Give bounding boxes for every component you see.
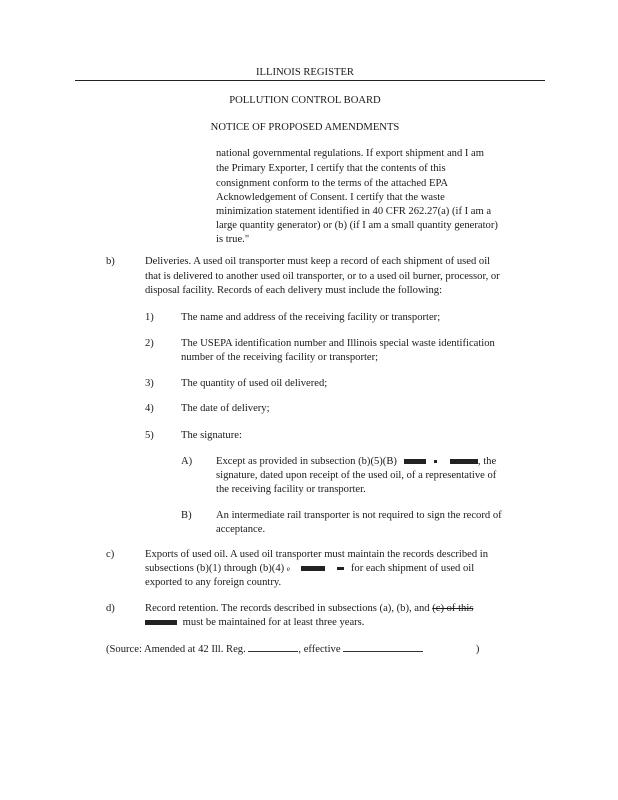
section-d-line2: [145, 617, 364, 628]
item-4-num: 4): [145, 403, 154, 414]
struck-text: (c) of this: [432, 603, 474, 614]
section-b-line: Deliveries. A used oil transporter must keep a record of each shipment of used oil: [145, 256, 491, 267]
source-close: ): [475, 644, 480, 655]
subitem-a-line1: [216, 456, 496, 467]
continuation-line: national governmental regulations. If export shipment and I am: [216, 148, 485, 159]
redaction-mark: [301, 566, 325, 571]
section-b-label: b): [106, 256, 115, 267]
header-rule: [105, 80, 545, 81]
section-c-fragment: e: [286, 565, 290, 573]
item-3-text: The quantity of used oil delivered;: [181, 378, 328, 389]
continuation-line: minimization statement identified in 40 CFR 262.27(a) (if I am a: [216, 206, 492, 217]
section-c-line2: [145, 563, 474, 574]
subitem-a-text-end: , the: [477, 456, 497, 467]
header-rule-left: [75, 80, 105, 81]
continuation-line: Acknowledgement of Consent. I certify that the waste: [216, 192, 445, 203]
source-text: (Source: Amended at 42 Ill. Reg.: [106, 644, 246, 655]
subitem-a-line: the receiving facility or transporter.: [216, 484, 366, 495]
redaction-mark: [450, 459, 478, 464]
redaction-mark: [145, 620, 177, 625]
section-c-line: Exports of used oil. A used oil transporter must maintain the records described in: [145, 549, 489, 560]
item-4-text: The date of delivery;: [181, 403, 270, 414]
section-c-text: subsections (b)(1) through (b)(4): [145, 563, 285, 574]
item-2-text: number of the receiving facility or transporter;: [181, 352, 379, 363]
section-c-text-end: for each shipment of used oil: [350, 563, 475, 574]
source-effective: , effective: [298, 644, 341, 655]
section-d-text-end: must be maintained for at least three years.: [182, 617, 365, 628]
notice-title: NOTICE OF PROPOSED AMENDMENTS: [210, 122, 400, 133]
continuation-line: large quantity generator) or (b) (if I am a small quantity generator): [216, 220, 498, 231]
item-2-num: 2): [145, 338, 154, 349]
item-2-text: The USEPA identification number and Illinois special waste identification: [181, 338, 495, 349]
redaction-mark: [434, 460, 437, 463]
item-5-num: 5): [145, 430, 154, 441]
section-b-line: disposal facility. Records of each delivery must include the following:: [145, 285, 443, 296]
subitem-b-line: acceptance.: [216, 524, 266, 535]
continuation-line: consignment conform to the terms of the attached EPA: [216, 178, 449, 189]
effective-date-blank: [343, 643, 423, 652]
redaction-mark: [404, 459, 426, 464]
register-blank: [248, 643, 298, 652]
continuation-line: the Primary Exporter, I certify that the contents of this: [216, 163, 446, 174]
continuation-line: is true.": [216, 234, 250, 245]
section-d-line1: [145, 603, 473, 614]
subitem-a-label: A): [181, 456, 193, 467]
section-b-line: that is delivered to another used oil transporter, or to a used oil burner, processor, or: [145, 271, 500, 282]
subitem-a-text: Except as provided in subsection (b)(5)(B): [216, 456, 397, 467]
section-c-line: exported to any foreign country.: [145, 577, 282, 588]
redaction-mark: [337, 567, 344, 570]
section-d-text: Record retention. The records described in subsections (a), (b), and: [145, 603, 430, 614]
subitem-a-line: signature, dated upon receipt of the used oil, of a representative of: [216, 470, 497, 481]
item-1-text: The name and address of the receiving facility or transporter;: [181, 312, 441, 323]
section-c-label: c): [106, 549, 115, 560]
register-title: ILLINOIS REGISTER: [256, 67, 354, 78]
board-title: POLLUTION CONTROL BOARD: [229, 95, 381, 106]
item-3-num: 3): [145, 378, 154, 389]
subitem-b-label: B): [181, 510, 192, 521]
section-d-label: d): [106, 603, 115, 614]
item-1-num: 1): [145, 312, 154, 323]
subitem-b-line: An intermediate rail transporter is not required to sign the record of: [216, 510, 502, 521]
source-note: [106, 643, 479, 655]
item-5-text: The signature:: [181, 430, 242, 441]
